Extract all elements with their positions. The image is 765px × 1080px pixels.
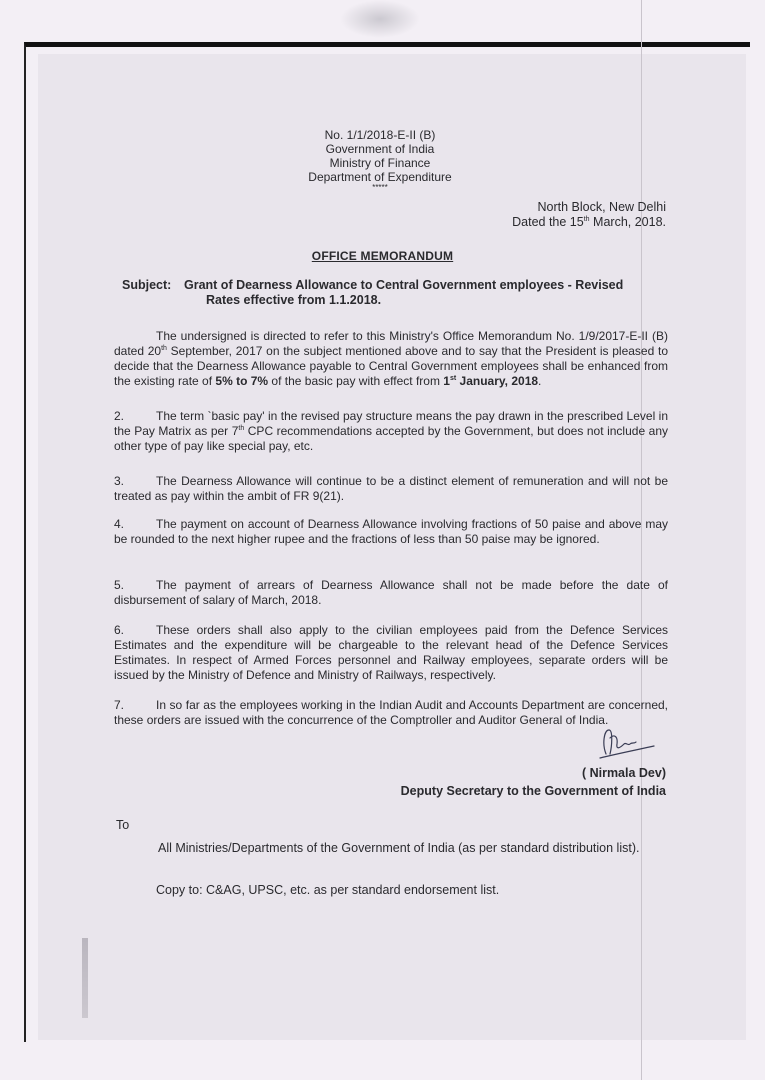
paragraph-5 [114, 578, 668, 608]
paragraph-number: 2. [114, 409, 125, 423]
date-prefix: Dated the 15 [512, 215, 584, 229]
paragraph-number: 5. [114, 578, 125, 592]
date-suffix: March, 2018. [589, 215, 666, 229]
paragraph-6 [114, 623, 668, 683]
da-rate: 5% to 7% [215, 374, 269, 388]
effective-day: 1 [443, 374, 450, 388]
copy-to: Copy to: C&AG, UPSC, etc. as per standard endorsement list. [156, 883, 500, 897]
paragraph-1 [114, 329, 668, 389]
document-title: OFFICE MEMORANDUM [311, 249, 454, 263]
signatory-designation: Deputy Secretary to the Government of India [400, 784, 666, 798]
effective-month-year: January, 2018 [456, 374, 539, 388]
effective-day-sup: st [449, 375, 457, 382]
separator: ***** [372, 183, 388, 192]
ministry-name: Ministry of Finance [329, 156, 431, 170]
paragraph-number: 7. [114, 698, 125, 712]
signatory-name: ( Nirmala Dev) [581, 766, 666, 780]
subject [122, 278, 668, 308]
punch-mark [82, 938, 88, 1018]
subject-line-2: Rates effective from 1.1.2018. [206, 293, 382, 307]
paragraph-number: 4. [114, 517, 125, 531]
p4-text: The payment on account of Dearness Allowance involving fractions of 50 paise and above may be rounded to the next higher rupee and the fractions of less than 50 paise may be ignored. [114, 517, 668, 546]
p1-text-a: The undersigned is directed to refer to this Ministry's Office Memorandum No. 1/9/2017-E-II (B) dated 20 [114, 329, 668, 358]
paragraph-3 [114, 474, 668, 504]
distribution-list: All Ministries/Departments of the Government of India (as per standard distribution list). [158, 841, 640, 855]
paragraph-7 [114, 698, 668, 728]
p1-sup: th [161, 345, 167, 352]
department-name: Department of Expenditure [308, 170, 452, 184]
letterhead [280, 128, 480, 192]
paragraph-4 [114, 517, 668, 547]
p1-text-c: of the basic pay with effect from [268, 374, 444, 388]
p1-text-b: September, 2017 on the subject mentioned above and to say that the President is pleased to decide that the Dearness Allowance payable to Central Government employees shall be enhanced from the existing rate of [114, 344, 668, 388]
date-sup: th [583, 215, 590, 223]
government-name: Government of India [325, 142, 435, 156]
p2-text-b: CPC recommendations accepted by the Government, but does not include any other type of pay like special pay, etc. [114, 424, 668, 453]
place-date [512, 200, 666, 230]
p7-text: In so far as the employees working in the Indian Audit and Accounts Department are concerned, these orders are issued with the concurrence of the Comptroller and Auditor General of India. [114, 698, 668, 727]
p2-sup: th [238, 425, 245, 432]
p1-end: . [538, 374, 542, 388]
p5-text: The payment of arrears of Dearness Allowance shall not be made before the date of disbursement of salary of March, 2018. [114, 578, 668, 607]
file-number: No. 1/1/2018-E-II (B) [324, 128, 436, 142]
paragraph-number: 3. [114, 474, 125, 488]
paragraph-2 [114, 409, 668, 454]
effective-date [443, 374, 538, 388]
scan-artifact [340, 0, 420, 38]
p2-text-a: The term `basic pay' in the revised pay structure means the pay drawn in the prescribed Level in the Pay Matrix as per 7 [114, 409, 668, 438]
date [512, 215, 666, 230]
subject-label: Subject: [122, 278, 172, 292]
to-label: To [116, 818, 130, 832]
p3-text: The Dearness Allowance will continue to be a distinct element of remuneration and will not be treated as pay within the ambit of FR 9(21). [114, 474, 668, 503]
p6-text: These orders shall also apply to the civilian employees paid from the Defence Services Estimates and the expenditure will be chargeable to the relevant head of the Defence Services Estimates. In respect of Armed Forces personnel and Railway employees, separate orders will be issued by the Ministry of Defence and Ministry of Railways, respectively. [114, 623, 668, 682]
signature-icon [592, 724, 662, 764]
subject-line-1: Grant of Dearness Allowance to Central Government employees - Revised [184, 278, 624, 292]
place: North Block, New Delhi [537, 200, 666, 214]
paragraph-number: 6. [114, 623, 125, 637]
